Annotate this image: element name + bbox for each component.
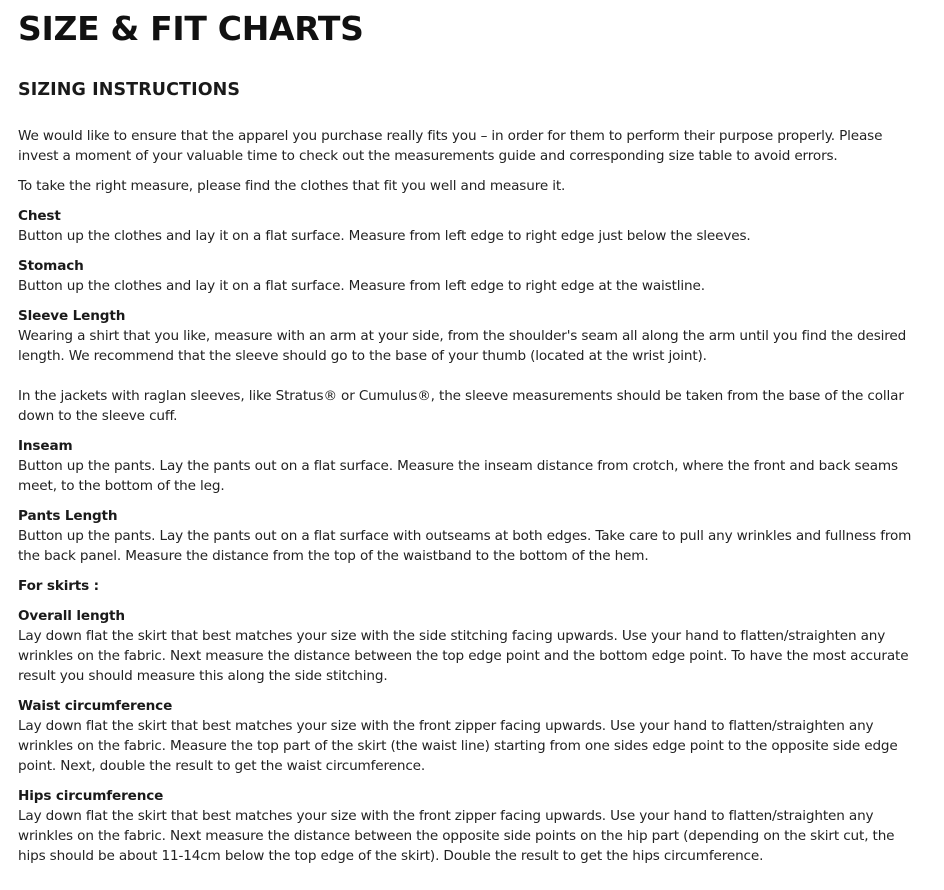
measurement-description: Wearing a shirt that you like, measure with an arm at your side, from the shoulder's seam all along the arm until you find the desired length. We recommend that the sleeve should go to the base of your thumb (located at the wrist joint).	[18, 328, 907, 364]
measurement-heading: Hips circumference	[18, 788, 164, 804]
measure-hint-paragraph: To take the right measure, please find the clothes that fit you well and measure it.	[18, 178, 566, 194]
measurement-stomach	[18, 256, 926, 296]
skirts-subheading: For skirts :	[18, 578, 99, 594]
measurement-heading: Inseam	[18, 438, 73, 454]
measurement-description: Lay down flat the skirt that best matches your size with the front zipper facing upwards. Use your hand to flatten/straighten any wrinkles on the fabric. Measure the top part of the skirt (the waist line) starting from one sides edge point to the opposite side edge point. Next, double the result to get the waist circumference.	[18, 718, 898, 774]
measurement-description: Button up the pants. Lay the pants out on a flat surface with outseams at both edges. Take care to pull any wrinkles and fullness from the back panel. Measure the distance from the top of the waistband to the bottom of the hem.	[18, 528, 912, 564]
measurement-description: Button up the pants. Lay the pants out on a flat surface. Measure the inseam distance from crotch, where the front and back seams meet, to the bottom of the leg.	[18, 458, 898, 494]
intro-paragraph: We would like to ensure that the apparel you purchase really fits you – in order for them to perform their purpose properly. Please invest a moment of your valuable time to check out the measurements guide and corresponding size table to avoid errors.	[18, 128, 883, 164]
measurement-heading: Waist circumference	[18, 698, 173, 714]
measurement-pants-length	[18, 506, 926, 566]
measurement-heading: Overall length	[18, 608, 125, 624]
section-title: SIZING INSTRUCTIONS	[18, 80, 241, 100]
skirt-overall-length	[18, 606, 926, 686]
measurement-description: Lay down flat the skirt that best matches your size with the front zipper facing upwards. Use your hand to flatten/straighten any wrinkles on the fabric. Next measure the distance between the opposite side points on the hip part (depending on the skirt cut, the hips should be about 11-14cm below the top edge of the skirt). Double the result to get the hips circumference.	[18, 808, 895, 864]
measurement-description: Button up the clothes and lay it on a flat surface. Measure from left edge to right edge at the waistline.	[18, 278, 705, 294]
measurement-chest	[18, 206, 926, 246]
measurement-sleeve-length	[18, 306, 926, 426]
measurement-heading: Pants Length	[18, 508, 118, 524]
skirt-waist-circumference	[18, 696, 926, 776]
measurement-heading: Stomach	[18, 258, 84, 274]
measurement-description: Button up the clothes and lay it on a flat surface. Measure from left edge to right edge just below the sleeves.	[18, 228, 751, 244]
measurement-note: In the jackets with raglan sleeves, like Stratus® or Cumulus®, the sleeve measurements should be taken from the base of the collar down to the sleeve cuff.	[18, 388, 904, 424]
page-title: SIZE & FIT CHARTS	[18, 9, 364, 48]
measurement-description: Lay down flat the skirt that best matches your size with the side stitching facing upwards. Use your hand to flatten/straighten any wrinkles on the fabric. Next measure the distance between the top edge point and the bottom edge point. To have the most accurate result you should measure this along the side stitching.	[18, 628, 909, 684]
instructions-content	[18, 126, 926, 866]
measurement-heading: Sleeve Length	[18, 308, 126, 324]
measurement-inseam	[18, 436, 926, 496]
skirt-hips-circumference	[18, 786, 926, 866]
measurement-heading: Chest	[18, 208, 61, 224]
